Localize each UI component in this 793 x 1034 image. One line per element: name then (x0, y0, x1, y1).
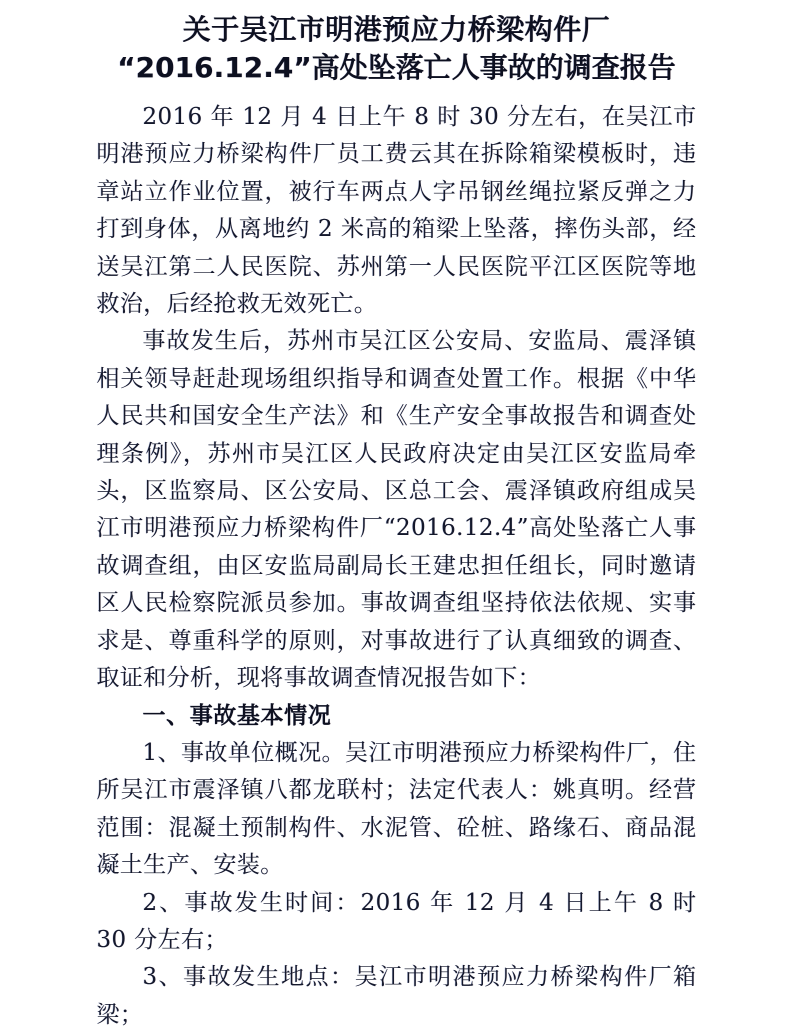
paragraph-incident-summary: 2016 年 12 月 4 日上午 8 时 30 分左右，在吴江市明港预应力桥梁构件厂员工费云其在拆除箱梁模板时，违章站立作业位置，被行车两点人字吊钢丝绳拉紧反弹之力打到身体，从离地约 2 米高的箱梁上坠落，摔伤头部，经送吴江第二人民医院、苏州第一人民医院平江区医院等地救治，后经抢救无效死亡。 (96, 104, 697, 318)
document-title-line-1: 关于吴江市明港预应力桥梁构件厂 (182, 13, 611, 46)
list-item-incident-time: 2、事故发生时间：2016 年 12 月 4 日上午 8 时 30 分左右； (96, 889, 697, 953)
document-title (97, 0, 697, 87)
section-heading-basic-facts: 一、事故基本情况 (142, 702, 332, 729)
document-body (97, 87, 697, 1034)
document-title-line-2: “2016.12.4”高处坠落亡人事故的调查报告 (117, 51, 676, 84)
list-item-incident-location: 3、事故发生地点：吴江市明港预应力桥梁构件厂箱梁； (96, 964, 697, 1028)
list-item-unit-overview: 1、事故单位概况。吴江市明港预应力桥梁构件厂，住所吴江市震泽镇八都龙联村；法定代表人：姚真明。经营范围：混凝土预制构件、水泥管、砼桩、路缘石、商品混凝土生产、安装。 (96, 739, 697, 879)
paragraph-investigation-setup: 事故发生后，苏州市吴江区公安局、安监局、震泽镇相关领导赶赴现场组织指导和调查处置工作。根据《中华人民共和国安全生产法》和《生产安全事故报告和调查处理条例》，苏州市吴江区人民政府决定由吴江区安监局牵头，区监察局、区公安局、区总工会、震泽镇政府组成吴江市明港预应力桥梁构件厂“2016.12.4”高处坠落亡人事故调查组，由区安监局副局长王建忠担任组长，同时邀请区人民检察院派员参加。事故调查组坚持依法依规、实事求是、尊重科学的原则，对事故进行了认真细致的调查、取证和分析，现将事故调查情况报告如下： (96, 328, 697, 692)
